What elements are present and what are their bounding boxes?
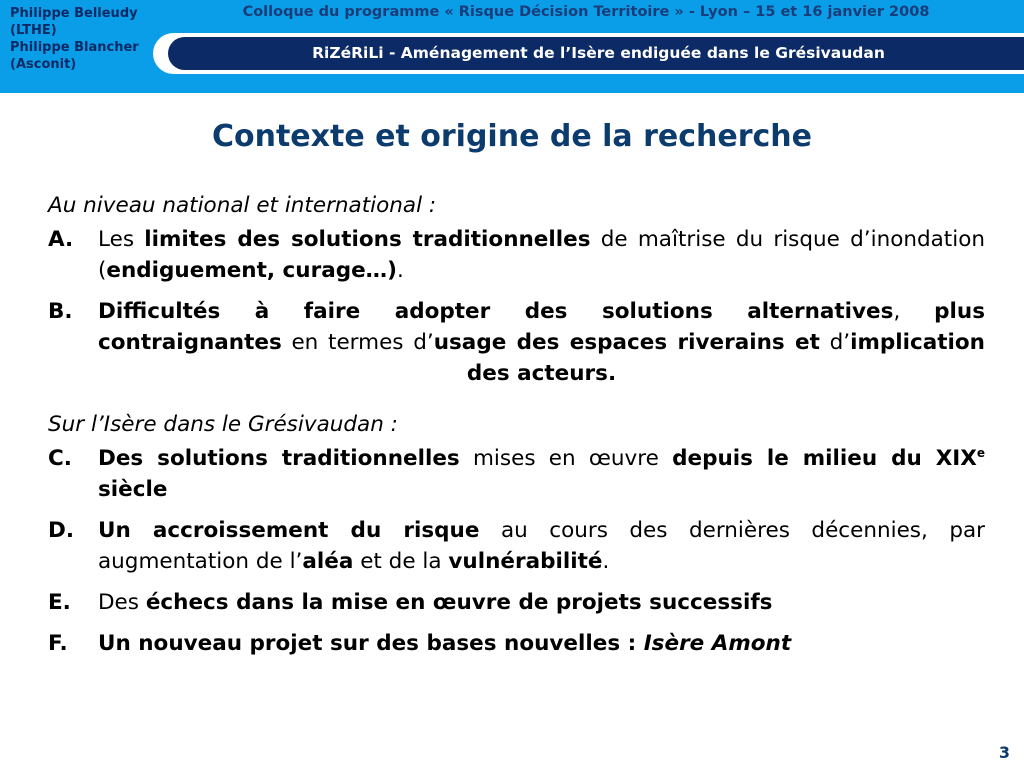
bold-run: implication des acteurs. [466, 330, 985, 386]
item-letter: A. [48, 227, 74, 252]
bold-run: siècle [98, 477, 168, 502]
header-bar [0, 0, 1024, 93]
text-run: . [397, 258, 404, 283]
bold-run: échecs dans la mise en œuvre de projets successifs [145, 590, 773, 615]
bold-italic-run: Isère Amont [643, 631, 792, 656]
item-text [98, 443, 985, 505]
section-heading: Sur l’Isère dans le Grésivaudan : [48, 412, 398, 437]
list-item-e [48, 587, 985, 618]
text-run: d’ [819, 330, 851, 355]
bold-run: depuis le milieu du XIX [672, 446, 977, 471]
author-line: Philippe Belleudy [10, 6, 138, 21]
text-run: . [602, 549, 610, 574]
text-run: Des [98, 590, 146, 615]
item-letter: C. [48, 446, 72, 471]
bold-run: Des solutions traditionnelles [98, 446, 460, 471]
author-line: (Asconit) [10, 57, 77, 72]
item-text [98, 628, 985, 659]
bold-run: vulnérabilité [448, 549, 603, 574]
text-run: de maîtrise du risque d’inondation ( [98, 227, 985, 283]
list-item-b [48, 296, 985, 389]
text-run: en termes d’ [281, 330, 434, 355]
bold-run: Un nouveau projet sur des bases nouvelles : [98, 631, 644, 656]
banner-frame [153, 33, 1024, 74]
list-item-f [48, 628, 985, 659]
item-text [98, 224, 985, 286]
text-run: Les [98, 227, 145, 252]
slide-content [48, 190, 985, 669]
author-line: Philippe Blancher [10, 40, 139, 55]
item-letter: D. [48, 518, 75, 543]
bold-run: endiguement, curage…) [106, 258, 397, 283]
bold-run: usage des espaces riverains et [433, 330, 820, 355]
bold-run: Un accroissement du risque [98, 518, 480, 543]
list-item-c [48, 443, 985, 505]
bold-run: plus contraignantes [98, 299, 986, 355]
text-run: , [893, 299, 935, 324]
item-letter: E. [48, 590, 71, 615]
item-letter: F. [48, 631, 68, 656]
item-text [98, 587, 985, 618]
conference-title: Colloque du programme « Risque Décision Territoire » - Lyon – 15 et 16 janvier 2008 [242, 4, 930, 20]
text-run: mises en œuvre [459, 446, 673, 471]
slide-title: Contexte et origine de la recherche [211, 119, 813, 154]
list-item-d [48, 515, 985, 577]
item-text [98, 515, 985, 577]
bold-run: Difficultés à faire adopter des solutions alternatives [98, 299, 894, 324]
text-run: au cours des dernières décennies, par augmentation de l’ [98, 518, 986, 574]
bold-run: aléa [302, 549, 354, 574]
list-item-a [48, 224, 985, 286]
superscript: e [976, 446, 985, 460]
section-heading: Au niveau national et international : [48, 193, 437, 218]
item-letter: B. [48, 299, 73, 324]
author-line: (LTHE) [10, 23, 57, 38]
bold-run: limites des solutions traditionnelles [144, 227, 591, 252]
text-run: et de la [353, 549, 449, 574]
page-number: 3 [998, 743, 1010, 762]
item-text [98, 296, 985, 389]
authors-block [10, 5, 139, 73]
banner-title: RiZéRiLi - Aménagement de l’Isère endiguée dans le Grésivaudan [168, 37, 1024, 70]
